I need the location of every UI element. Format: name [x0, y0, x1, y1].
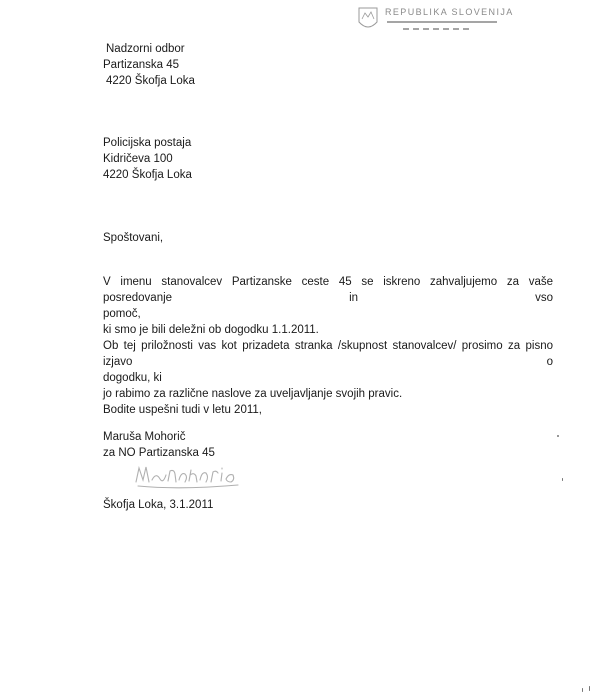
signature-text: Mohorič [130, 460, 134, 461]
scan-speck [582, 688, 583, 692]
signature-graphic [130, 460, 250, 494]
scan-speck [557, 435, 559, 437]
recipient-address [103, 135, 192, 183]
body-line: Bodite uspešni tudi v letu 2011, [103, 404, 262, 416]
sender-city: 4220 Škofja Loka [106, 75, 195, 87]
official-stamp [355, 2, 540, 36]
recipient-city: 4220 Škofja Loka [103, 169, 192, 181]
body-line: V imenu stanovalcev Partizanske ceste 45 se iskreno zahvaljujemo za vaše posredovanje in vso [103, 276, 553, 304]
sender-name: Nadzorni odbor [106, 43, 185, 55]
signer-role: za NO Partizanska 45 [103, 447, 215, 459]
scan-speck [562, 478, 563, 481]
body-line: ki smo je bili deležni ob dogodku 1.1.2011. [103, 324, 319, 336]
stamp-text: REPUBLIKA SLOVENIJA [385, 7, 514, 17]
place-date: Škofja Loka, 3.1.2011 [103, 499, 214, 511]
body-line: pomoč, [103, 308, 141, 320]
recipient-street: Kidričeva 100 [103, 153, 173, 165]
body-line: jo rabimo za različne naslove za uveljavljanje svojih pravic. [103, 388, 403, 400]
body-line: Ob tej priložnosti vas kot prizadeta stranka /skupnost stanovalcev/ prosimo za pisno izjavo o [103, 340, 553, 368]
stamp-graphic [355, 2, 540, 36]
signer-block [103, 429, 215, 461]
scan-speck [589, 686, 590, 691]
sender-address [103, 41, 195, 89]
letter-body [103, 274, 553, 418]
signer-name: Maruša Mohorič [103, 431, 186, 443]
salutation: Spoštovani, [103, 232, 164, 244]
recipient-name: Policijska postaja [103, 137, 192, 149]
handwritten-signature [130, 460, 250, 494]
sender-street: Partizanska 45 [103, 59, 180, 71]
body-line: dogodku, ki [103, 372, 162, 384]
